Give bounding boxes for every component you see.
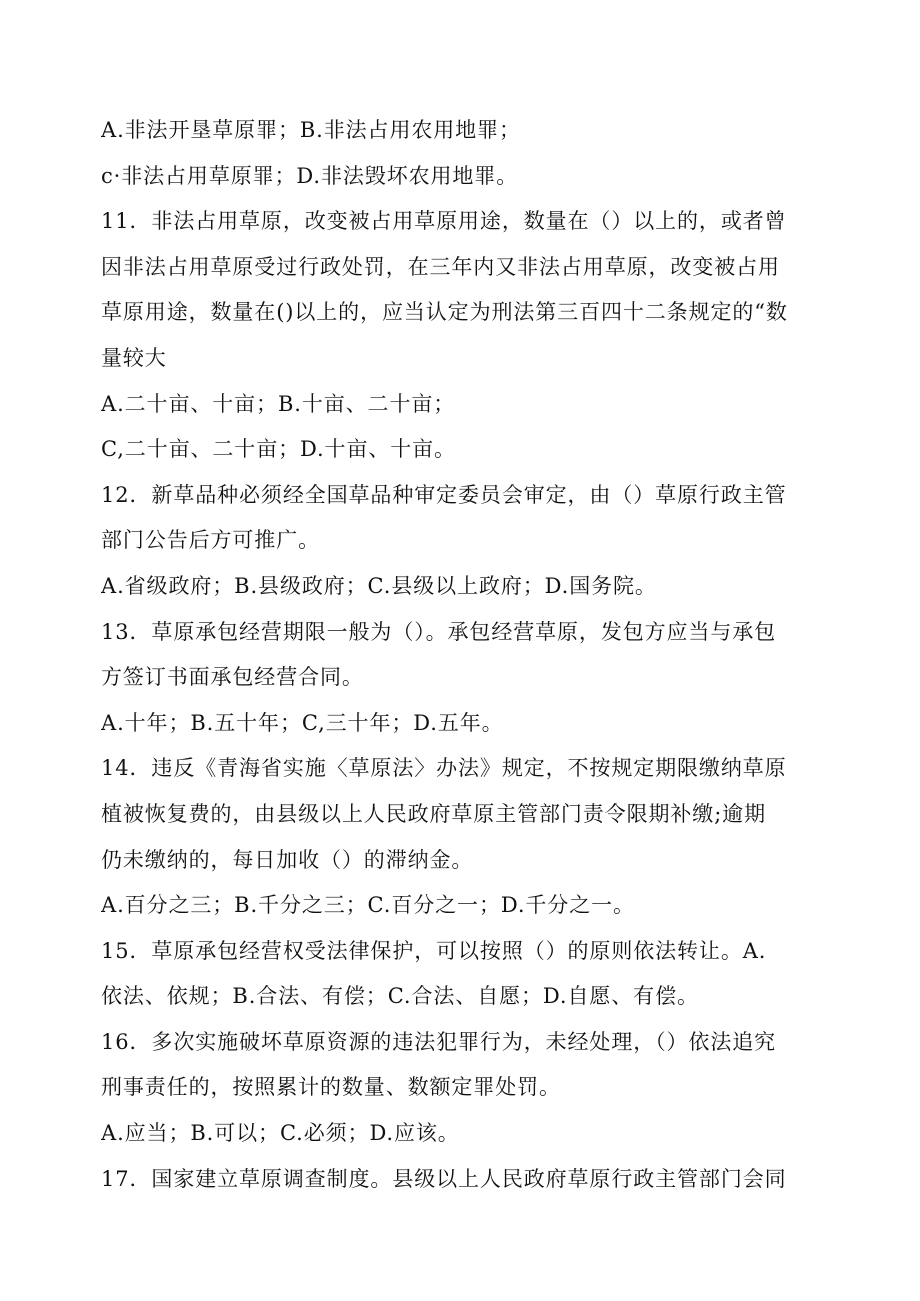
text-line: A.非法开垦草原罪；B.非法占用农用地罪； [101,118,521,142]
options-line: A.省级政府；B.县级政府；C.县级以上政府；D.国务院。 [101,573,657,598]
text-line: 部门公告后方可推广。 [101,528,320,553]
text-line: 植被恢复费的，由县级以上人民政府草原主管部门责令限期补缴;逾期 [101,801,766,826]
question-13-line: 13．草原承包经营期限一般为（）。承包经营草原，发包方应当与承包 [101,619,777,644]
text-line: 因非法占用草原受过行政处罚，在三年内又非法占用草原，改变被占用 [101,254,780,279]
options-line: C,二十亩、二十亩；D.十亩、十亩。 [101,437,456,462]
options-line: A.二十亩、十亩；B.十亩、二十亩； [101,391,456,416]
text-line: 仍未缴纳的，每日加收（）的滞纳金。 [101,847,474,872]
question-14-line: 14．违反《青海省实施〈草原法〉办法》规定，不按规定期限缴纳草原 [101,756,787,781]
options-line: A.十年；B.五十年；C,三十年；D.五年。 [101,710,504,735]
text-line: 方签订书面承包经营合同。 [101,665,364,690]
text-line: 刑事责任的，按照累计的数量、数额定罪处罚。 [101,1075,561,1100]
question-11-line: 11．非法占用草原，改变被占用草原用途，数量在（）以上的，或者曾 [101,209,787,234]
question-15-line: 15．草原承包经营权受法律保护，可以按照（）的原则依法转让。A. [101,938,767,963]
options-line: 依法、依规；B.合法、有偿；C.合法、自愿；D.自愿、有偿。 [101,984,699,1009]
question-12-line: 12．新草品种必须经全国草品种审定委员会审定，由（）草原行政主管 [101,482,787,507]
options-line: A.百分之三；B.千分之三；C.百分之一；D.千分之一。 [101,893,635,918]
text-line: 量较大 [101,345,167,370]
text-line: c·非法占用草原罪；D.非法毁坏农用地罪。 [101,163,519,188]
question-16-line: 16．多次实施破坏草原资源的违法犯罪行为，未经处理，（）依法追究 [101,1029,777,1054]
question-17-line: 17．国家建立草原调查制度。县级以上人民政府草原行政主管部门会同 [101,1166,787,1191]
text-line: 草原用途，数量在()以上的，应当认定为刑法第三百四十二条规定的“数 [101,300,788,325]
options-line: A.应当；B.可以；C.必须；D.应该。 [101,1121,460,1146]
